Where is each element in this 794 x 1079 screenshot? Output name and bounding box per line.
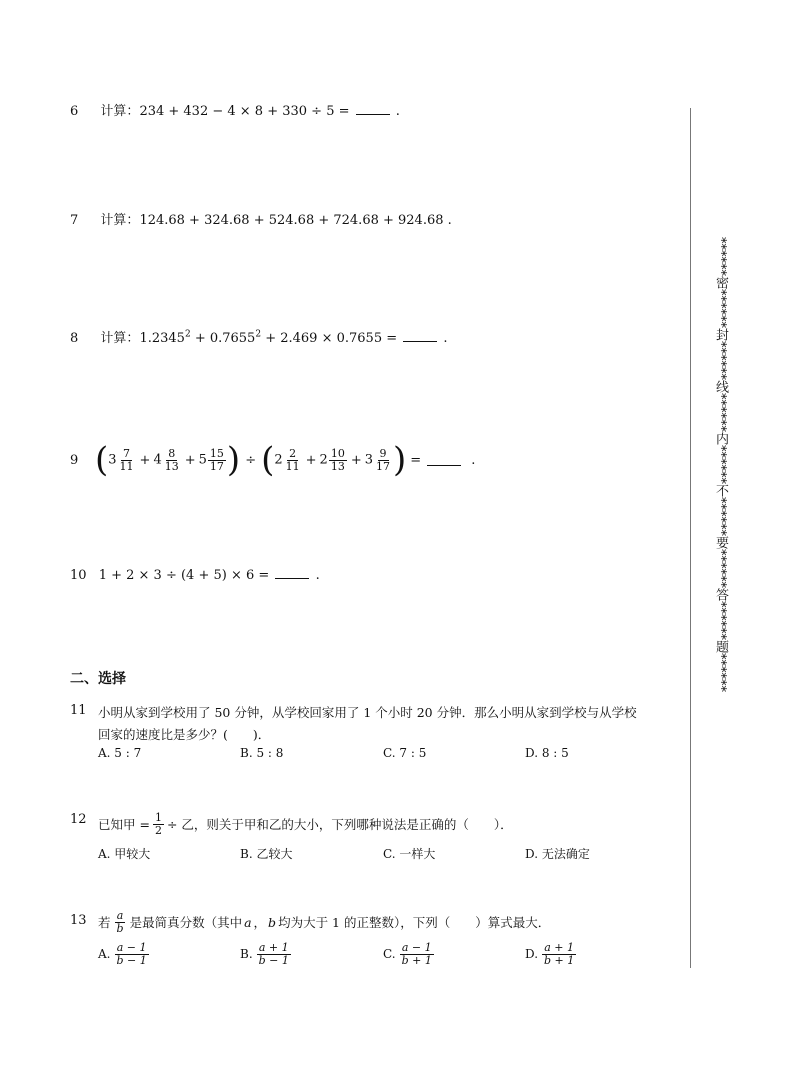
question-prefix: 计算：	[100, 331, 140, 346]
right-paren: )	[226, 440, 241, 480]
question-text: 是最简真分数（其中	[129, 915, 243, 931]
question-text: 已知甲 =	[98, 817, 150, 833]
option-a[interactable]: A. 甲较大	[98, 847, 151, 861]
question-end: .	[471, 452, 476, 468]
question-number: 6	[70, 104, 79, 119]
variable-a: a	[244, 914, 252, 930]
option-b[interactable]: B. 乙较大	[240, 847, 293, 861]
option-c[interactable]: C. $\frac{a - 1}{b + 1}$	[383, 941, 432, 967]
plus-sign: +	[305, 452, 317, 468]
term-1: 1.2345	[139, 331, 185, 346]
plus-sign: +	[184, 452, 196, 468]
option-b[interactable]: B. $\frac{a + 1}{b - 1}$	[240, 941, 289, 967]
question-10	[70, 567, 320, 583]
option-d[interactable]: D. 8 : 5	[525, 746, 569, 760]
question-text: 若	[98, 915, 111, 931]
question-13-text	[98, 910, 550, 934]
option-c[interactable]: C. 7 : 5	[383, 746, 427, 760]
binding-line	[690, 108, 691, 968]
option-a[interactable]: A. $\frac{a - 1}{b - 1}$	[98, 941, 147, 967]
question-end: .	[443, 331, 448, 346]
question-number-13: 13	[70, 913, 87, 928]
variable-b: b	[268, 914, 277, 930]
plus-sign: +	[350, 452, 362, 468]
question-end: .	[395, 104, 400, 119]
question-7	[70, 209, 452, 228]
question-number: 10	[70, 568, 87, 583]
answer-blank[interactable]	[356, 103, 390, 115]
question-text: 均为大于 1 的正整数），下列（ ）算式最大．	[278, 915, 551, 931]
question-end: .	[315, 568, 320, 583]
question-8	[70, 327, 448, 346]
mixed-number: 5 $\frac{15}{17}$	[198, 446, 224, 473]
exponent: 2	[255, 329, 262, 340]
question-number: 8	[70, 331, 79, 346]
equals-sign: =	[410, 452, 422, 468]
question-11-line-2: 回家的速度比是多少？( )．	[98, 727, 271, 742]
term-2: + 0.7655	[194, 331, 256, 346]
question-text: ÷ 乙，则关于甲和乙的大小，下列哪种说法是正确的（ ）．	[166, 817, 513, 833]
answer-blank[interactable]	[403, 330, 437, 342]
question-6	[70, 100, 400, 119]
exponent: 2	[184, 329, 191, 340]
question-number-11: 11	[70, 703, 87, 718]
question-12-text	[98, 812, 513, 836]
question-11-line-1: 小明从家到学校用了 50 分钟，从学校回家用了 1 个小时 20 分钟．那么小明从家到学校与从学校	[98, 705, 637, 720]
binding-margin-text: ******密******封******线******内******不******要******答******题******	[713, 237, 728, 692]
mixed-number: 2 $\frac{10}{13}$	[319, 446, 345, 473]
mixed-number: 3 $\frac{9}{17}$	[364, 446, 391, 473]
left-paren: (	[261, 440, 275, 480]
question-expression: 1 + 2 × 3 ÷ (4 + 5) × 6 =	[98, 568, 270, 583]
question-number: 7	[70, 213, 79, 228]
section-title: 二、选择	[70, 671, 126, 687]
left-paren: (	[95, 440, 109, 480]
question-number: 9	[70, 452, 79, 468]
question-prefix: 计算：	[100, 104, 140, 119]
option-d[interactable]: D. 无法确定	[525, 847, 590, 861]
option-a[interactable]: A. 5 : 7	[98, 746, 142, 760]
option-c[interactable]: C. 一样大	[383, 847, 436, 861]
right-paren: )	[393, 440, 407, 480]
mixed-number: 3 $\frac{7}{11}$	[108, 446, 134, 473]
answer-blank[interactable]	[427, 454, 461, 466]
fraction: $\frac{a}{b}$	[116, 909, 124, 935]
comma: ，	[253, 915, 267, 931]
question-prefix: 计算：	[100, 213, 140, 228]
question-expression: 124.68 + 324.68 + 524.68 + 724.68 + 924.68	[139, 213, 444, 228]
option-b[interactable]: B. 5 : 8	[240, 746, 284, 760]
plus-sign: +	[139, 452, 151, 468]
divide-sign: ÷	[245, 452, 257, 468]
mixed-number: 2 $\frac{2}{11}$	[274, 446, 300, 473]
answer-blank[interactable]	[275, 567, 309, 579]
fraction: $\frac{1}{2}$	[154, 811, 162, 837]
question-end: .	[447, 213, 452, 228]
term-3: + 2.469 × 0.7655 =	[265, 331, 398, 346]
question-9	[70, 440, 476, 480]
question-number-12: 12	[70, 812, 87, 827]
question-expression: 234 + 432 − 4 × 8 + 330 ÷ 5 =	[139, 104, 350, 119]
mixed-number: 4 $\frac{8}{13}$	[153, 446, 179, 473]
option-d[interactable]: D. $\frac{a + 1}{b + 1}$	[525, 941, 575, 967]
